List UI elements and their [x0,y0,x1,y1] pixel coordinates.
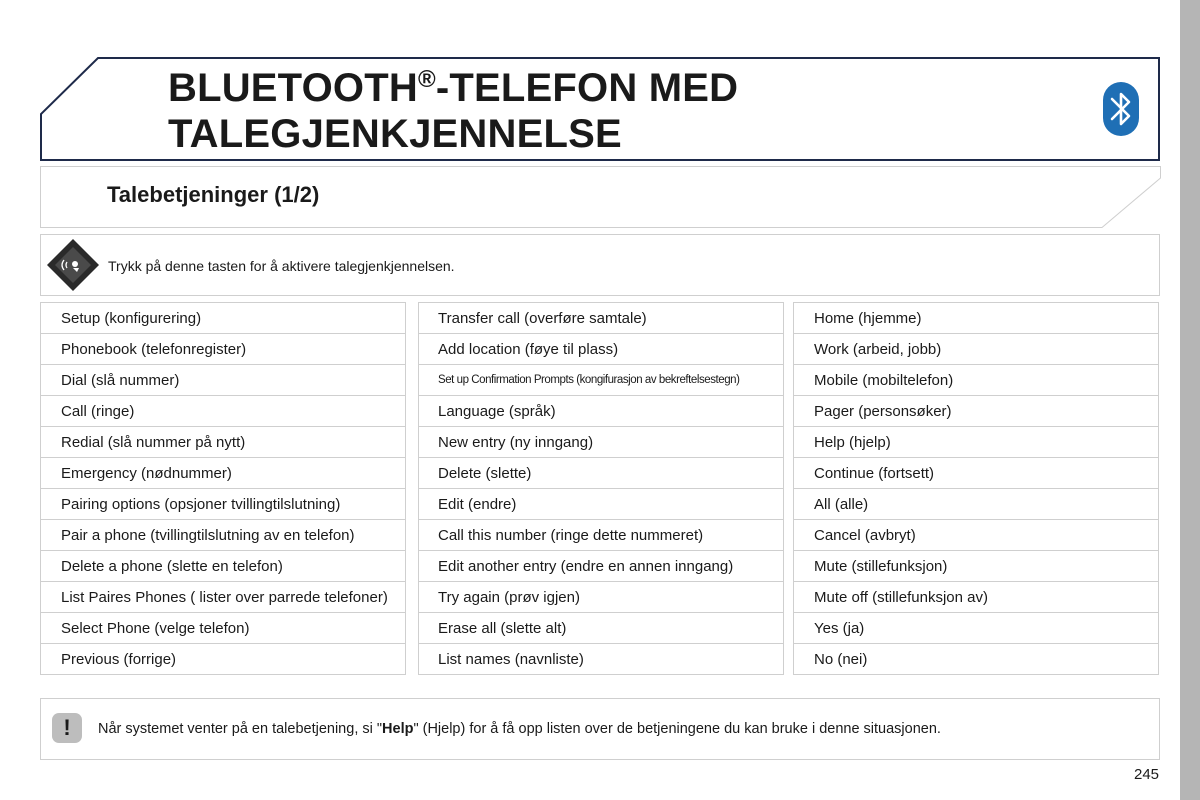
command-item: Setup (konfigurering) [40,302,406,334]
command-item: Erase all (slette alt) [418,612,784,644]
command-item: Work (arbeid, jobb) [793,333,1159,365]
commands-column-1 [40,302,406,675]
command-item: Pairing options (opsjoner tvillingtilslutning) [40,488,406,520]
command-item: Mute (stillefunksjon) [793,550,1159,582]
command-item: Edit another entry (endre en annen inngang) [418,550,784,582]
command-item: Cancel (avbryt) [793,519,1159,551]
command-item: Language (språk) [418,395,784,427]
command-item: List Paires Phones ( lister over parrede telefoner) [40,581,406,613]
command-item: Emergency (nødnummer) [40,457,406,489]
command-item: Delete (slette) [418,457,784,489]
command-item: New entry (ny inngang) [418,426,784,458]
command-item: Continue (fortsett) [793,457,1159,489]
command-item: Set up Confirmation Prompts (kongifurasjon av bekreftelsestegn) [418,364,784,396]
command-item: Dial (slå nummer) [40,364,406,396]
command-item: Call this number (ringe dette nummeret) [418,519,784,551]
command-item: All (alle) [793,488,1159,520]
page-number: 245 [1134,766,1160,783]
command-item: Redial (slå nummer på nytt) [40,426,406,458]
page-edge-strip [1180,0,1200,800]
warning-icon: ! [52,713,82,743]
command-item: Previous (forrige) [40,643,406,675]
section-title: Talebetjeninger (1/2) [107,182,320,207]
command-item: Home (hjemme) [793,302,1159,334]
command-item: Try again (prøv igjen) [418,581,784,613]
command-item: Edit (endre) [418,488,784,520]
title-banner [40,57,1160,161]
help-note-text: Når systemet venter på en talebetjening, si "Help" (Hjelp) for å få opp listen over de betjeningene du kan bruke i denne situasjonen. [98,721,941,737]
command-item: Mobile (mobiltelefon) [793,364,1159,396]
bluetooth-icon [1102,81,1140,137]
command-item: Mute off (stillefunksjon av) [793,581,1159,613]
voice-key-info [40,234,1160,296]
command-item: No (nei) [793,643,1159,675]
command-item: Call (ringe) [40,395,406,427]
section-header [40,166,1161,228]
commands-column-3 [793,302,1159,675]
voice-recognition-key-icon [45,237,101,293]
voice-key-instruction: Trykk på denne tasten for å aktivere talegjenkjennelsen. [108,258,455,274]
command-item: Help (hjelp) [793,426,1159,458]
command-item: Yes (ja) [793,612,1159,644]
command-item: Delete a phone (slette en telefon) [40,550,406,582]
help-note [40,698,1160,760]
command-item: Transfer call (overføre samtale) [418,302,784,334]
command-item: Pager (personsøker) [793,395,1159,427]
commands-column-2 [418,302,784,675]
command-item: List names (navnliste) [418,643,784,675]
page-title: BLUETOOTH®-TELEFON MED TALEGJENKJENNELSE [168,66,739,156]
command-item: Pair a phone (tvillingtilslutning av en telefon) [40,519,406,551]
command-item: Phonebook (telefonregister) [40,333,406,365]
command-item: Select Phone (velge telefon) [40,612,406,644]
command-item: Add location (føye til plass) [418,333,784,365]
